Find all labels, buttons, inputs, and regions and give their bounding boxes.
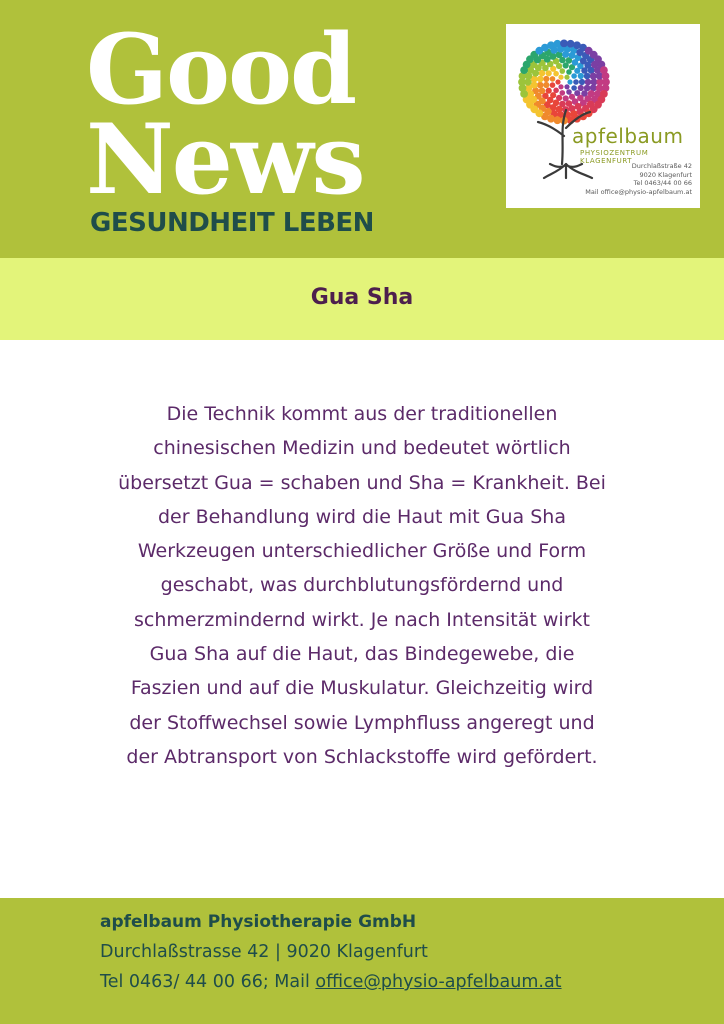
article-line: der Stoffwechsel sowie Lymphfluss angeregt und (129, 711, 595, 734)
article-line: schmerzmindernd wirkt. Je nach Intensität wirkt (134, 608, 590, 631)
topic-title: Gua Sha (310, 285, 414, 310)
footer-address: Durchlaßstrasse 42 | 9020 Klagenfurt (100, 942, 428, 962)
logo-contact (585, 162, 692, 196)
logo-dot (564, 84, 569, 89)
article-text (70, 397, 654, 774)
logo-dot (537, 76, 544, 83)
logo-dot (550, 76, 556, 82)
article-line: Gua Sha auf die Haut, das Bindegewebe, die (149, 643, 575, 666)
logo-dot (571, 85, 577, 91)
logo-dot (571, 73, 577, 79)
subtitle: GESUNDHEIT LEBEN (90, 208, 374, 238)
logo-address-city: 9020 Klagenfurt (639, 170, 692, 179)
logo-dot (578, 73, 584, 79)
logo-dot (550, 82, 556, 88)
logo-dot (578, 85, 584, 91)
title-news: News (86, 103, 364, 216)
logo-dot (573, 79, 579, 85)
logo-tagline: PHYSIOZENTRUM KLAGENFURT (580, 149, 649, 165)
logo-dot (579, 79, 585, 85)
article-line: Faszien und auf die Muskulatur. Gleichzeitig wird (130, 677, 594, 700)
logo-dot (585, 79, 592, 86)
logo-name: apfelbaum (572, 124, 684, 148)
logo-dot (558, 84, 563, 89)
article-line: geschabt, was durchblutungsfördernd und (160, 574, 564, 597)
logo-dot (537, 82, 544, 89)
logo-address-street: Durchlaßstraße 42 (631, 162, 692, 170)
logo-mail: Mail office@physio-apfelbaum.at (585, 187, 692, 196)
logo-dot (584, 73, 591, 80)
footer-contact (100, 972, 562, 992)
logo-tel: Tel 0463/44 00 66 (633, 179, 692, 187)
footer-contact-prefix: Tel 0463/ 44 00 66; Mail (100, 972, 316, 992)
header-banner (0, 0, 724, 258)
article-line: Werkzeugen unterschiedlicher Größe und Form (137, 540, 587, 563)
logo-dot (560, 68, 566, 74)
article-line: übersetzt Gua = schaben und Sha = Krankheit. Bei (118, 471, 606, 494)
topic-band (0, 258, 724, 340)
logo-dot (543, 76, 549, 82)
logo-dot (560, 90, 566, 96)
title-good: Good (86, 13, 356, 126)
logo-dot (543, 82, 549, 88)
article-line: der Behandlung wird die Haut mit Gua Sha (158, 505, 566, 528)
logo-dot (567, 79, 572, 84)
logo-dot (602, 72, 610, 80)
logo-dot (555, 79, 560, 84)
article-line: der Abtransport von Schlackstoffe wird gefördert. (126, 745, 598, 768)
logo-card (506, 24, 700, 208)
footer-email-link[interactable]: office@physio-apfelbaum.at (315, 972, 562, 992)
logo-dot (558, 75, 563, 80)
article-line: Die Technik kommt aus der traditionellen (166, 403, 558, 425)
footer (0, 898, 724, 1024)
article-line: chinesischen Medizin und bedeutet wörtlich (153, 437, 571, 460)
footer-company: apfelbaum Physiotherapie GmbH (100, 912, 417, 932)
logo-dot (564, 75, 569, 80)
